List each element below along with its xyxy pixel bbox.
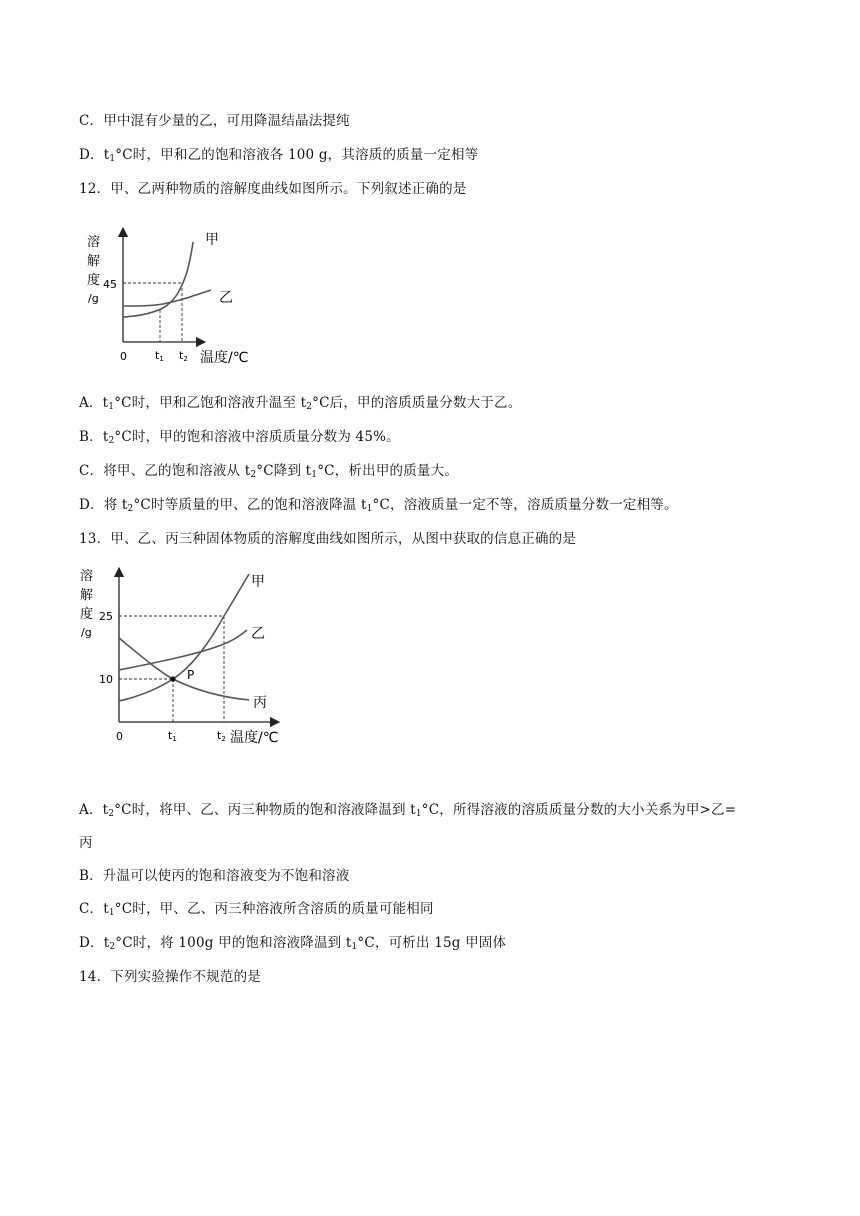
y-axis-label-4: /g (88, 292, 99, 305)
curve-label-bing: 丙 (253, 695, 267, 711)
option-12d: D．将 $t_2^\circ C$时等质量的甲、乙的饱和溶液降温 $t_1^\circ C$，溶液质量一定不等，溶质质量分数一定相等。 (79, 497, 678, 514)
option-13b: B．升温可以使丙的饱和溶液变为不饱和溶液 (79, 868, 350, 884)
y-axis-label-1: 溶 (87, 235, 101, 250)
curve-yi (119, 630, 247, 670)
option-12c: C．将甲、乙的饱和溶液从 $t_2^\circ C$降到 $t_1^\circ C$，析出甲的质量大。 (79, 463, 459, 480)
x-tick-t1: t1 (168, 729, 177, 743)
origin-label: 0 (120, 350, 127, 363)
x-tick-t2: t2 (179, 349, 188, 363)
y-axis-label-2: 解 (80, 588, 94, 603)
x-axis-label: 温度/℃ (230, 730, 279, 746)
question-13: 13．甲、乙、丙三种固体物质的溶解度曲线如图所示，从图中获取的信息正确的是 (79, 531, 577, 547)
curve-label-jia: 甲 (205, 232, 219, 248)
y-axis-label-2: 解 (87, 254, 101, 269)
curve-label-yi: 乙 (251, 626, 265, 642)
y-axis-label-1: 溶 (80, 569, 94, 584)
intersection-point-p (170, 676, 175, 681)
curve-label-jia: 甲 (251, 574, 265, 590)
y-tick-25: 25 (99, 610, 113, 623)
curve-jia (119, 574, 249, 701)
option-13a-continued: 丙 (79, 835, 93, 851)
solubility-chart-2 (79, 562, 299, 752)
x-tick-t2: t2 (217, 729, 226, 743)
option-13d: D．$t_2^\circ C$时，将 100g 甲的饱和溶液降温到 $t_1^\circ C$，可析出 15g 甲固体 (79, 935, 507, 952)
option-12b: B．$t_2^\circ C$时，甲的饱和溶液中溶质质量分数为 45%。 (79, 429, 400, 446)
y-axis-label-3: 度 (80, 607, 94, 622)
curve-yi (123, 290, 211, 306)
option-11d: D．$t_1^\circ C$时，甲和乙的饱和溶液各 100 g，其溶质的质量一定相等 (79, 147, 479, 164)
question-12: 12．甲、乙两种物质的溶解度曲线如图所示。下列叙述正确的是 (79, 181, 467, 197)
solubility-chart-1 (79, 224, 279, 374)
option-13a: A．$t_2^\circ C$时，将甲、乙、丙三种物质的饱和溶液降温到 $t_1^\circ C$，所得溶液的溶质质量分数的大小关系为甲>乙= (79, 802, 737, 819)
y-axis-label-4: /g (81, 626, 92, 639)
point-label-p: P (187, 668, 195, 682)
x-axis-label: 温度/℃ (200, 350, 249, 366)
origin-label: 0 (116, 730, 123, 743)
option-13c: C．$t_1^\circ C$时，甲、乙、丙三种溶液所含溶质的质量可能相同 (79, 901, 434, 918)
option-12a: A．$t_1^\circ C$时，甲和乙饱和溶液升温至 $t_2^\circ C$后，甲的溶质质量分数大于乙。 (79, 395, 522, 412)
x-tick-t1: t1 (155, 349, 164, 363)
curve-label-yi: 乙 (219, 290, 233, 306)
y-axis-label-3: 度 (87, 273, 101, 288)
curve-bing (119, 638, 249, 700)
y-tick-45: 45 (103, 278, 117, 291)
option-11c: C．甲中混有少量的乙，可用降温结晶法提纯 (79, 113, 350, 129)
y-tick-10: 10 (99, 673, 113, 686)
question-14: 14．下列实验操作不规范的是 (79, 969, 261, 985)
